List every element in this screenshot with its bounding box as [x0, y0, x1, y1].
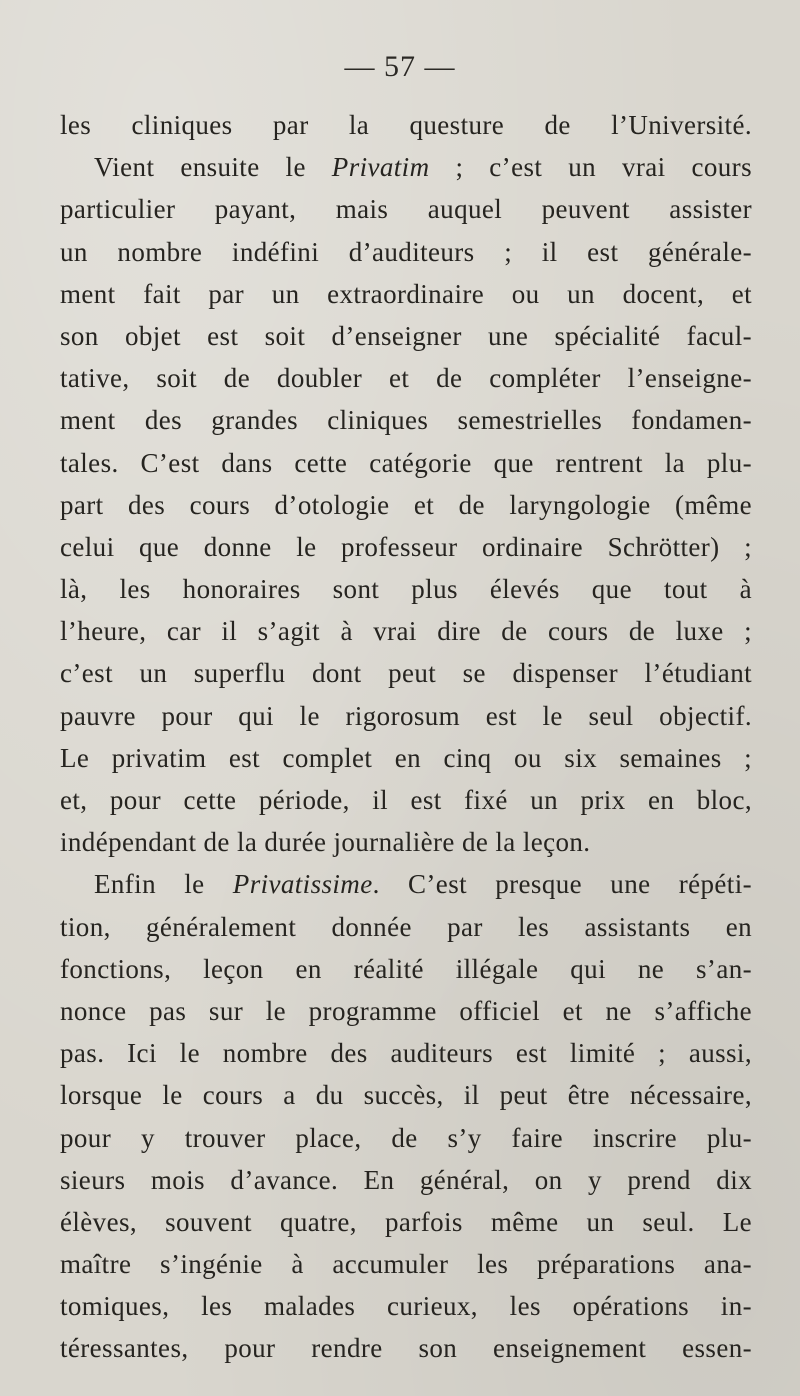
text-line	[60, 442, 752, 484]
text-line	[60, 315, 752, 357]
text-line	[60, 610, 752, 652]
italic-term: Privatissime	[232, 869, 373, 900]
text-segment: fonctions, leçon en réalité illégale qui ne s’an-	[60, 953, 752, 984]
page-number: — 57 —	[344, 50, 456, 83]
text-line	[60, 695, 752, 737]
text-line	[60, 1159, 752, 1201]
text-line	[60, 863, 752, 905]
text-line	[60, 652, 752, 694]
italic-term: Privatim	[331, 152, 430, 183]
text-line	[60, 146, 752, 188]
text-segment: pour y trouver place, de s’y faire inscrire plu-	[60, 1122, 752, 1153]
text-line	[60, 1201, 752, 1243]
text-line	[60, 737, 752, 779]
text-segment: sieurs mois d’avance. En général, on y prend dix	[60, 1164, 752, 1195]
text-segment: pauvre pour qui le rigorosum est le seul objectif.	[60, 700, 752, 731]
text-segment: ment fait par un extraordinaire ou un docent, et	[60, 278, 752, 309]
text-segment: tative, soit de doubler et de compléter l’enseigne-	[60, 363, 752, 394]
text-segment: son objet est soit d’enseigner une spécialité facul-	[60, 320, 752, 351]
text-segment: celui que donne le professeur ordinaire Schrötter) ;	[60, 531, 752, 562]
text-line	[60, 357, 752, 399]
text-line	[60, 990, 752, 1032]
text-segment: téressantes, pour rendre son enseignement essen-	[60, 1333, 752, 1364]
text-line	[60, 821, 752, 863]
text-line	[60, 1117, 752, 1159]
text-segment: là, les honoraires sont plus élevés que tout à	[60, 574, 752, 605]
text-line	[60, 568, 752, 610]
text-segment: et, pour cette période, il est fixé un prix en bloc,	[60, 785, 752, 815]
text-segment: les cliniques par la questure de l’Université.	[60, 110, 752, 140]
text-segment: Le privatim est complet en cinq ou six semaines ;	[60, 742, 752, 773]
text-segment: ; c’est un vrai cours	[429, 152, 752, 183]
text-line	[60, 948, 752, 990]
text-segment: tomiques, les malades curieux, les opérations in-	[60, 1291, 752, 1322]
text-line	[60, 188, 752, 230]
text-line	[60, 104, 752, 146]
text-line	[60, 399, 752, 441]
text-segment: maître s’ingénie à accumuler les préparations ana-	[60, 1249, 752, 1280]
text-segment: lorsque le cours a du succès, il peut être nécessaire,	[60, 1080, 752, 1111]
text-segment: nonce pas sur le programme officiel et ne s’affiche	[60, 995, 752, 1026]
text-line	[60, 484, 752, 526]
text-line	[60, 1285, 752, 1327]
text-segment: tion, généralement donnée par les assistants en	[60, 911, 752, 942]
text-segment: pas. Ici le nombre des auditeurs est limité ; aussi,	[60, 1038, 752, 1069]
text-line	[60, 526, 752, 568]
text-segment: c’est un superflu dont peut se dispenser l’étudiant	[60, 658, 752, 689]
text-segment: un nombre indéfini d’auditeurs ; il est générale-	[60, 236, 752, 267]
text-line	[60, 273, 752, 315]
body-text	[60, 104, 752, 1370]
text-segment: Enfin le	[94, 869, 233, 900]
text-segment: . C’est presque une répéti-	[372, 869, 752, 900]
text-line	[60, 906, 752, 948]
text-segment: part des cours d’otologie et de laryngologie (même	[60, 489, 752, 520]
text-line	[60, 231, 752, 273]
text-segment: Vient ensuite le	[94, 152, 332, 183]
text-segment: l’heure, car il s’agit à vrai dire de cours de luxe ;	[60, 616, 752, 647]
text-segment: élèves, souvent quatre, parfois même un seul. Le	[60, 1206, 752, 1237]
text-line	[60, 1327, 752, 1369]
text-segment: indépendant de la durée journalière de la leçon.	[60, 827, 591, 858]
text-line	[60, 779, 752, 821]
text-line	[60, 1032, 752, 1074]
text-segment: ment des grandes cliniques semestrielles fondamen-	[60, 405, 752, 436]
text-line	[60, 1074, 752, 1116]
text-line	[60, 1243, 752, 1285]
text-segment: tales. C’est dans cette catégorie que rentrent la plu-	[60, 447, 752, 478]
text-segment: particulier payant, mais auquel peuvent assister	[60, 194, 752, 225]
